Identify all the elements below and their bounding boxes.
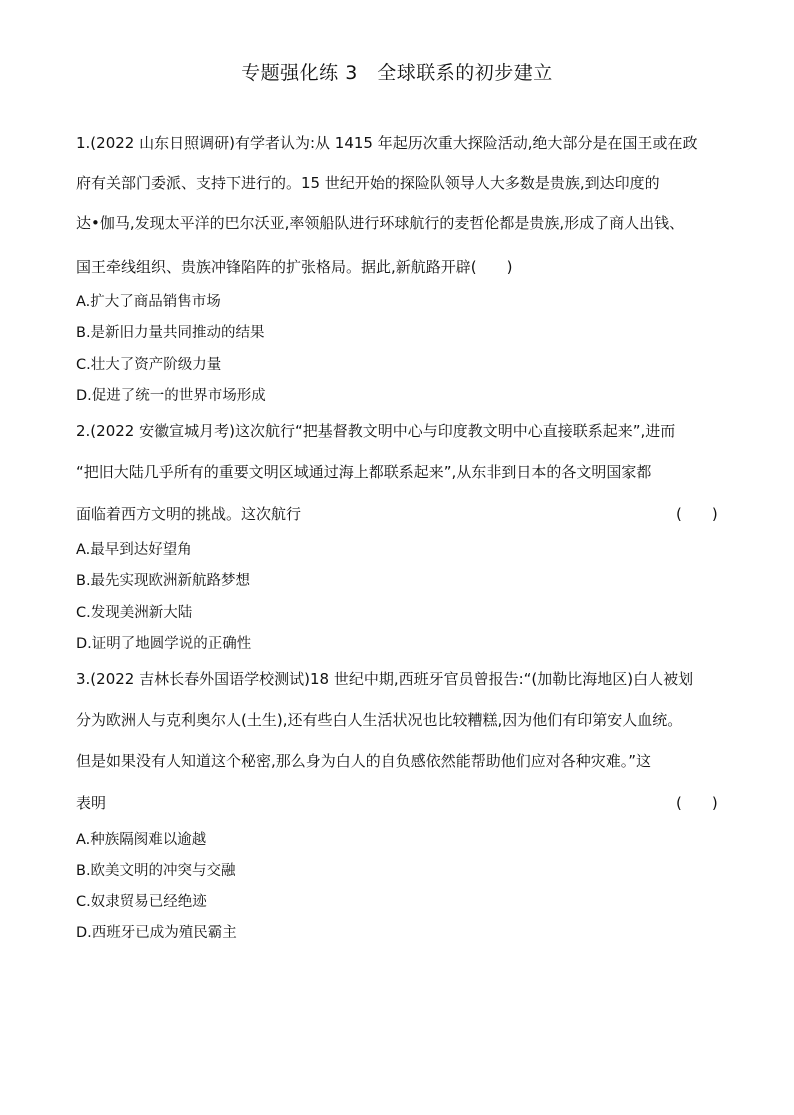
question-3-option-a: A.种族隔阂难以逾越 (76, 832, 207, 848)
question-2-option-a: A.最早到达好望角 (76, 542, 192, 558)
question-2-stem-line-2: “把旧大陆几乎所有的重要文明区域通过海上都联系起来”,从东非到日本的各文明国家都 (76, 463, 652, 481)
question-2-option-d: D.证明了地圆学说的正确性 (76, 636, 252, 652)
question-1-stem-line-2: 府有关部门委派、支持下进行的。15 世纪开始的探险队领导人大多数是贵族,到达印度的 (76, 174, 660, 192)
question-3-stem-line-4: 表明 (76, 794, 107, 812)
question-2-stem-line-1: 2.(2022 安徽宣城月考)这次航行“把基督教文明中心与印度教文明中心直接联系起来”,进而 (76, 422, 676, 440)
question-1-stem-line-3: 达•伽马,发现太平洋的巴尔沃亚,率领船队进行环球航行的麦哲伦都是贵族,形成了商人出钱、 (76, 214, 685, 232)
question-2-option-b: B.最先实现欧洲新航路梦想 (76, 573, 251, 589)
question-2-answer-blank: ( ) (676, 505, 718, 523)
question-1-option-d: D.促进了统一的世界市场形成 (76, 388, 266, 404)
question-1-stem-line-1: 1.(2022 山东日照调研)有学者认为:从 1415 年起历次重大探险活动,绝大部分是在国王或在政 (76, 134, 698, 152)
question-1-option-a: A.扩大了商品销售市场 (76, 294, 221, 310)
question-3-option-c: C.奴隶贸易已经绝迹 (76, 894, 207, 910)
question-3-stem-line-1: 3.(2022 吉林长春外国语学校测试)18 世纪中期,西班牙官员曾报告:“(加勒比海地区)白人被划 (76, 670, 694, 688)
page-title: 专题强化练 3 全球联系的初步建立 (241, 62, 553, 84)
question-3-stem-line-3: 但是如果没有人知道这个秘密,那么身为白人的自负感依然能帮助他们应对各种灾难。”这 (76, 752, 652, 770)
question-3-stem-line-2: 分为欧洲人与克利奥尔人(土生),还有些白人生活状况也比较糟糕,因为他们有印第安人血统。 (76, 711, 683, 729)
question-2-option-c: C.发现美洲新大陆 (76, 605, 193, 621)
question-3-answer-blank: ( ) (676, 794, 718, 812)
question-3-option-d: D.西班牙已成为殖民霸主 (76, 925, 237, 941)
question-1-option-b: B.是新旧力量共同推动的结果 (76, 325, 265, 341)
question-1-stem-line-4: 国王牵线组织、贵族冲锋陷阵的扩张格局。据此,新航路开辟( ) (76, 258, 513, 276)
question-1-option-c: C.壮大了资产阶级力量 (76, 357, 222, 373)
question-2-stem-line-3: 面临着西方文明的挑战。这次航行 (76, 505, 302, 523)
question-3-option-b: B.欧美文明的冲突与交融 (76, 863, 236, 879)
